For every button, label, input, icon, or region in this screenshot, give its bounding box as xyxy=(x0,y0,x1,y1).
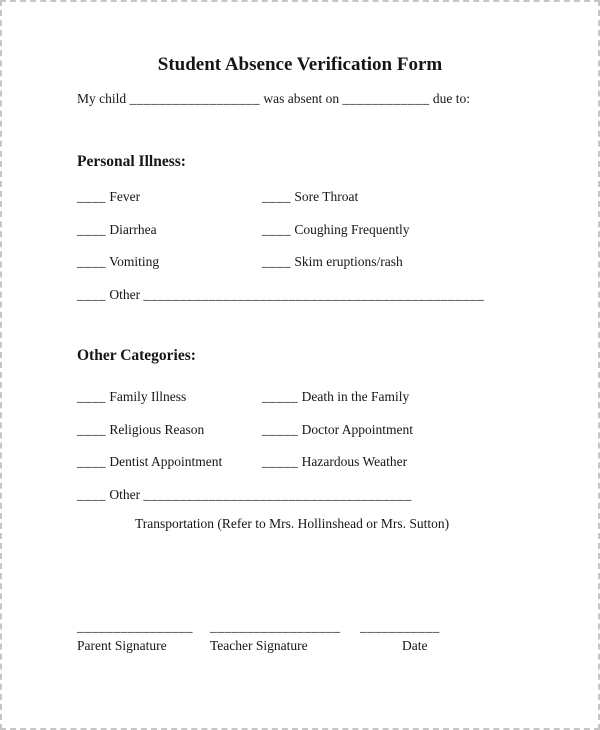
checklist-item xyxy=(77,389,262,405)
item-label: Coughing Frequently xyxy=(294,221,410,237)
other-categories-heading: Other Categories: xyxy=(77,347,196,364)
checklist-item xyxy=(77,287,484,303)
checkbox-blank: ____ xyxy=(77,421,106,437)
checkbox-blank: ____ xyxy=(77,486,106,502)
signature-teacher xyxy=(210,619,341,654)
intro-line xyxy=(77,91,568,107)
checklist-item xyxy=(77,487,412,503)
checklist-item xyxy=(77,454,262,470)
checkbox-blank: ____ xyxy=(77,254,106,269)
item-label: Other xyxy=(109,486,141,502)
item-label: Other xyxy=(109,286,141,302)
checklist-row xyxy=(77,389,568,422)
personal-illness-list xyxy=(77,189,568,319)
checklist-item xyxy=(77,189,262,205)
intro-text-middle: was absent on xyxy=(263,91,340,106)
absence-date-blank: ____________ xyxy=(342,91,430,106)
other-row xyxy=(77,287,568,320)
item-label: Dentist Appointment xyxy=(109,454,223,469)
checkbox-blank: ____ xyxy=(262,189,291,204)
checklist-row xyxy=(77,222,568,255)
signature-label: Parent Signature xyxy=(77,638,167,653)
item-label: Fever xyxy=(109,189,141,204)
checkbox-blank: ____ xyxy=(77,454,106,469)
checkbox-blank: ____ xyxy=(77,189,106,204)
checklist-row xyxy=(77,454,568,487)
checklist-item xyxy=(262,222,568,238)
signature-label: Date xyxy=(402,638,428,653)
signature-date xyxy=(360,619,440,654)
checklist-item xyxy=(262,422,568,438)
transportation-note: Transportation (Refer to Mrs. Hollinshead or Mrs. Sutton) xyxy=(135,516,450,531)
checklist-item xyxy=(262,454,568,470)
signature-line: __________________ xyxy=(210,619,341,634)
checkbox-blank: ____ xyxy=(262,221,291,237)
item-label: Family Illness xyxy=(109,389,187,404)
checklist-row xyxy=(77,422,568,455)
other-write-in-line: _______________________________________________ xyxy=(143,286,485,302)
checkbox-blank: ____ xyxy=(77,221,106,237)
signature-label: Teacher Signature xyxy=(210,638,308,653)
intro-text-after: due to: xyxy=(432,91,470,106)
other-row xyxy=(77,487,568,520)
item-label: Diarrhea xyxy=(109,221,157,237)
checklist-row xyxy=(77,189,568,222)
signature-parent xyxy=(77,619,193,654)
other-categories-list xyxy=(77,389,568,519)
checklist-item xyxy=(262,389,568,405)
item-label: Religious Reason xyxy=(109,421,205,437)
personal-illness-heading: Personal Illness: xyxy=(77,153,186,170)
checklist-item xyxy=(262,189,568,205)
signature-area xyxy=(77,619,547,674)
item-label: Hazardous Weather xyxy=(301,454,408,469)
checkbox-blank: ____ xyxy=(77,389,106,404)
intro-text-before: My child xyxy=(77,91,127,106)
checklist-row xyxy=(77,254,568,287)
checklist-item xyxy=(77,222,262,238)
item-label: Vomiting xyxy=(109,254,160,269)
checkbox-blank: _____ xyxy=(262,389,299,404)
item-label: Doctor Appointment xyxy=(301,421,413,437)
child-name-blank: __________________ xyxy=(129,91,260,106)
other-write-in-line: _____________________________________ xyxy=(143,486,412,502)
signature-line: ________________ xyxy=(77,619,193,634)
checklist-item xyxy=(262,254,568,270)
checkbox-blank: ____ xyxy=(262,254,291,269)
form-title: Student Absence Verification Form xyxy=(157,54,443,75)
checkbox-blank: _____ xyxy=(262,454,299,469)
checkbox-blank: ____ xyxy=(77,286,106,302)
item-label: Sore Throat xyxy=(294,189,359,204)
item-label: Skim eruptions/rash xyxy=(294,254,403,269)
signature-line: ___________ xyxy=(360,619,440,634)
checkbox-blank: _____ xyxy=(262,421,299,437)
item-label: Death in the Family xyxy=(301,389,410,404)
checklist-item xyxy=(77,254,262,270)
checklist-item xyxy=(77,422,262,438)
